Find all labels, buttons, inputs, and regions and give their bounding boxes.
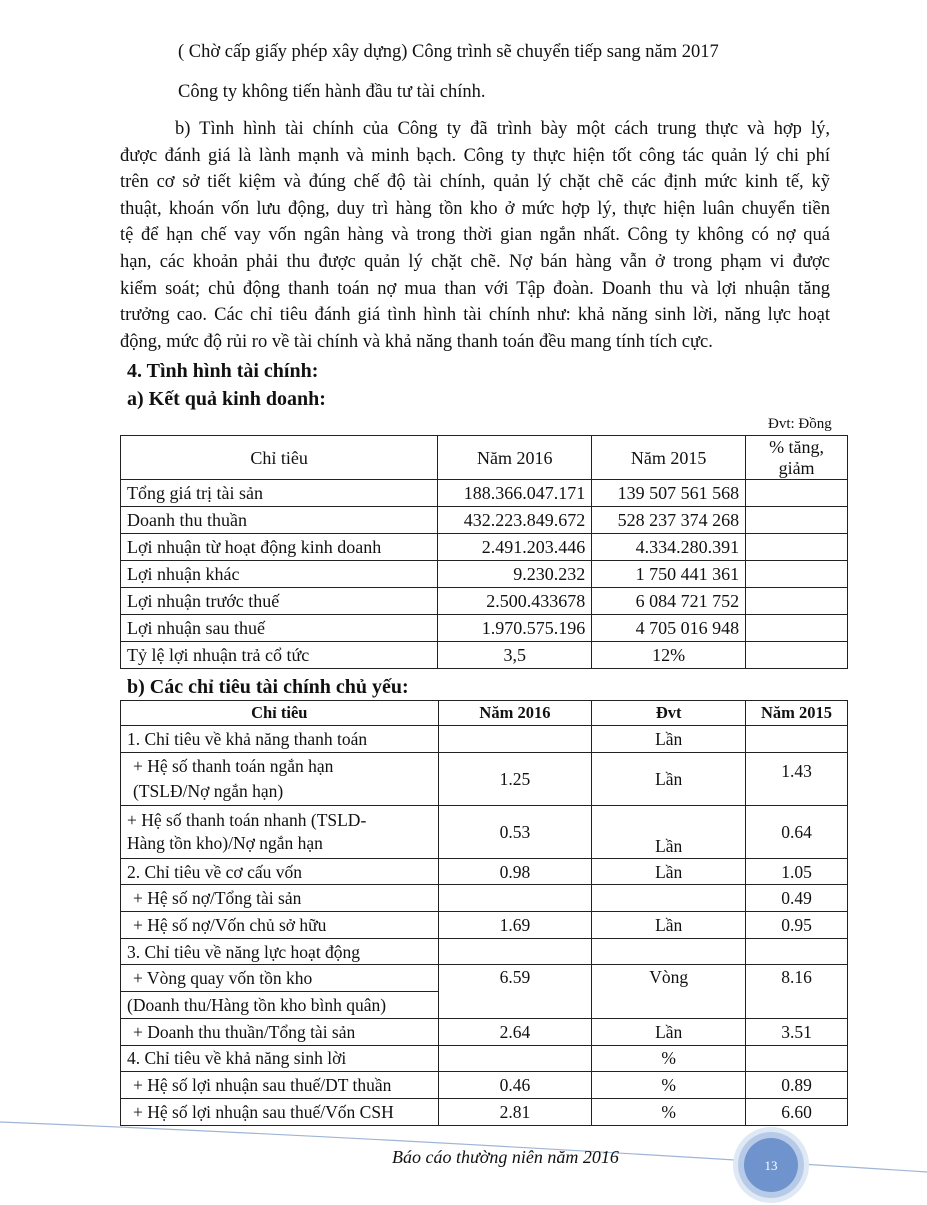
table-row	[121, 1045, 848, 1072]
value-unit: Lần	[592, 1018, 746, 1045]
value-change	[746, 507, 848, 534]
table-row	[121, 1072, 848, 1099]
value-change	[746, 588, 848, 615]
value-2016: 188.366.047.171	[438, 480, 592, 507]
paragraph-line: trưởng cao. Các chỉ tiêu đánh giá tình hình tài chính như: khả năng sinh lời, năng lực hoạt	[120, 305, 830, 326]
row-label: Tỷ lệ lợi nhuận trả cổ tức	[121, 642, 438, 669]
value-2015: 1 750 441 361	[592, 561, 746, 588]
col-header-unit: Đvt	[592, 701, 746, 726]
paragraph-line: động, mức độ rủi ro về tài chính và khả năng thanh toán đều mang tính tích cực.	[120, 331, 713, 352]
value-2016: 2.81	[438, 1098, 592, 1125]
col-header-2015: Năm 2015	[746, 701, 848, 726]
table-row	[121, 480, 848, 507]
value-unit	[592, 938, 746, 965]
value-2016	[438, 885, 592, 912]
col-header-2016: Năm 2016	[438, 701, 592, 726]
value-change	[746, 534, 848, 561]
value-unit: %	[592, 1072, 746, 1099]
col-header-change: % tăng, giảm	[746, 436, 848, 480]
row-label	[121, 752, 439, 805]
footer-report-title: Báo cáo thường niên năm 2016	[392, 1147, 619, 1167]
row-label: 2. Chỉ tiêu về cơ cấu vốn	[121, 858, 439, 885]
value-unit: Lần	[592, 912, 746, 939]
value-2015: 139 507 561 568	[592, 480, 746, 507]
paragraph-line: kiểm soát; chủ động thanh toán nợ mua than với Tập đoàn. Doanh thu và lợi nhuận tăng	[120, 278, 830, 299]
table-row	[121, 615, 848, 642]
table-row	[121, 938, 848, 965]
row-label-line: + Hệ số thanh toán nhanh (TSLD-	[127, 809, 367, 830]
table-row	[121, 642, 848, 669]
paragraph-line: tệ để hạn chế vay vốn ngân hàng và trong thời gian ngắn nhất. Công ty không có nợ quá	[120, 225, 830, 246]
table-row	[121, 1018, 848, 1045]
value-2016: 0.46	[438, 1072, 592, 1099]
table-row	[121, 912, 848, 939]
value-2015	[746, 938, 848, 965]
paragraph-line: được đánh giá là lành mạnh và minh bạch. Công ty thực hiện tốt công tác quản lý chi phí	[120, 145, 830, 166]
value-2016: 1.970.575.196	[438, 615, 592, 642]
value-2016: 9.230.232	[438, 561, 592, 588]
table-row	[121, 726, 848, 753]
financial-situation-paragraph	[120, 116, 830, 355]
section-b-heading: b) Các chỉ tiêu tài chính chủ yếu:	[127, 676, 409, 698]
value-2016: 3,5	[438, 642, 592, 669]
table-row	[121, 534, 848, 561]
paragraph-line: thuật, khoán vốn lưu động, duy trì hàng tồn kho ở mức hợp lý, thực hiện luân chuyển tiền	[120, 198, 830, 219]
value-unit: Lần	[592, 805, 746, 858]
value-unit: Lần	[592, 726, 746, 753]
business-results-table	[120, 435, 848, 669]
row-label: + Hệ số nợ/Tổng tài sản	[121, 885, 439, 912]
value-unit: %	[592, 1098, 746, 1125]
value-2016: 1.25	[438, 752, 592, 805]
table-row	[121, 561, 848, 588]
value-2015: 0.49	[746, 885, 848, 912]
value-2015: 0.89	[746, 1072, 848, 1099]
paragraph-line: trên cơ sở tiết kiệm và đúng chế độ tài chính, quản lý chặt chẽ các định mức kinh tế, kỹ	[120, 172, 830, 193]
table-row	[121, 752, 848, 805]
table-row	[121, 507, 848, 534]
value-2015: 6 084 721 752	[592, 588, 746, 615]
col-header-indicator: Chỉ tiêu	[121, 701, 439, 726]
key-financial-indicators-table	[120, 700, 848, 1126]
table-row	[121, 965, 848, 992]
value-change	[746, 642, 848, 669]
intro-line-construction: ( Chờ cấp giấy phép xây dựng) Công trình sẽ chuyển tiếp sang năm 2017	[178, 42, 719, 62]
table-header-row	[121, 701, 848, 726]
value-2015	[746, 1045, 848, 1072]
value-unit: Vòng	[592, 965, 746, 1018]
value-2015: 1.05	[746, 858, 848, 885]
row-label: + Doanh thu thuần/Tổng tài sản	[121, 1018, 439, 1045]
value-2015: 12%	[592, 642, 746, 669]
value-change	[746, 480, 848, 507]
value-2016: 2.500.433678	[438, 588, 592, 615]
row-label: + Vòng quay vốn tồn kho	[121, 965, 439, 992]
value-2016	[438, 726, 592, 753]
table-row	[121, 588, 848, 615]
value-2015: 6.60	[746, 1098, 848, 1125]
value-2016: 0.53	[438, 805, 592, 858]
row-label-line: (TSLĐ/Nợ ngắn hạn)	[133, 780, 284, 801]
row-label-continuation: (Doanh thu/Hàng tồn kho bình quân)	[121, 992, 439, 1019]
row-label: 3. Chỉ tiêu về năng lực hoạt động	[121, 938, 439, 965]
section-4-heading: 4. Tình hình tài chính:	[127, 360, 319, 382]
value-unit: %	[592, 1045, 746, 1072]
value-2016	[438, 938, 592, 965]
value-unit: Lần	[592, 858, 746, 885]
table-row	[121, 885, 848, 912]
value-2016: 1.69	[438, 912, 592, 939]
row-label: 4. Chỉ tiêu về khả năng sinh lời	[121, 1045, 439, 1072]
row-label	[121, 805, 439, 858]
row-label-line: Hàng tồn kho)/Nợ ngắn hạn	[127, 832, 323, 853]
row-label: Doanh thu thuần	[121, 507, 438, 534]
value-2016: 432.223.849.672	[438, 507, 592, 534]
unit-note: Đvt: Đồng	[768, 416, 832, 432]
row-label: Lợi nhuận từ hoạt động kinh doanh	[121, 534, 438, 561]
paragraph-line: hạn, các khoản phải thu được quản lý chặt chẽ. Nợ bán hàng vẫn ở trong phạm vi được	[120, 251, 830, 272]
row-label: Lợi nhuận khác	[121, 561, 438, 588]
col-header-indicator: Chỉ tiêu	[121, 436, 438, 480]
value-2016: 0.98	[438, 858, 592, 885]
value-unit: Lần	[592, 752, 746, 805]
intro-line-investment: Công ty không tiến hành đầu tư tài chính.	[178, 82, 486, 102]
value-change	[746, 615, 848, 642]
value-2016	[438, 1045, 592, 1072]
value-2016: 2.64	[438, 1018, 592, 1045]
row-label: Lợi nhuận sau thuế	[121, 615, 438, 642]
row-label: Lợi nhuận trước thuế	[121, 588, 438, 615]
value-2016: 2.491.203.446	[438, 534, 592, 561]
row-label: 1. Chỉ tiêu về khả năng thanh toán	[121, 726, 439, 753]
row-label-line: + Hệ số thanh toán ngắn hạn	[133, 755, 334, 776]
section-a-heading: a) Kết quả kinh doanh:	[127, 388, 326, 410]
value-2015: 4 705 016 948	[592, 615, 746, 642]
value-2015: 3.51	[746, 1018, 848, 1045]
row-label: + Hệ số lợi nhuận sau thuế/DT thuần	[121, 1072, 439, 1099]
value-2015: 4.334.280.391	[592, 534, 746, 561]
col-header-2015: Năm 2015	[592, 436, 746, 480]
row-label: + Hệ số nợ/Vốn chủ sở hữu	[121, 912, 439, 939]
col-header-2016: Năm 2016	[438, 436, 592, 480]
paragraph-line: b) Tình hình tài chính của Công ty đã trình bày một cách trung thực và hợp lý,	[175, 119, 830, 139]
value-2016: 6.59	[438, 965, 592, 1018]
value-2015: 1.43	[746, 752, 848, 805]
value-unit	[592, 885, 746, 912]
value-2015	[746, 726, 848, 753]
value-2015: 0.95	[746, 912, 848, 939]
row-label: Tổng giá trị tài sản	[121, 480, 438, 507]
table-row	[121, 858, 848, 885]
table-header-row	[121, 436, 848, 480]
value-2015: 528 237 374 268	[592, 507, 746, 534]
table-row	[121, 805, 848, 858]
value-2015: 8.16	[746, 965, 848, 1018]
value-change	[746, 561, 848, 588]
page-number: 13	[764, 1158, 778, 1173]
value-2015: 0.64	[746, 805, 848, 858]
row-label: + Hệ số lợi nhuận sau thuế/Vốn CSH	[121, 1098, 439, 1125]
